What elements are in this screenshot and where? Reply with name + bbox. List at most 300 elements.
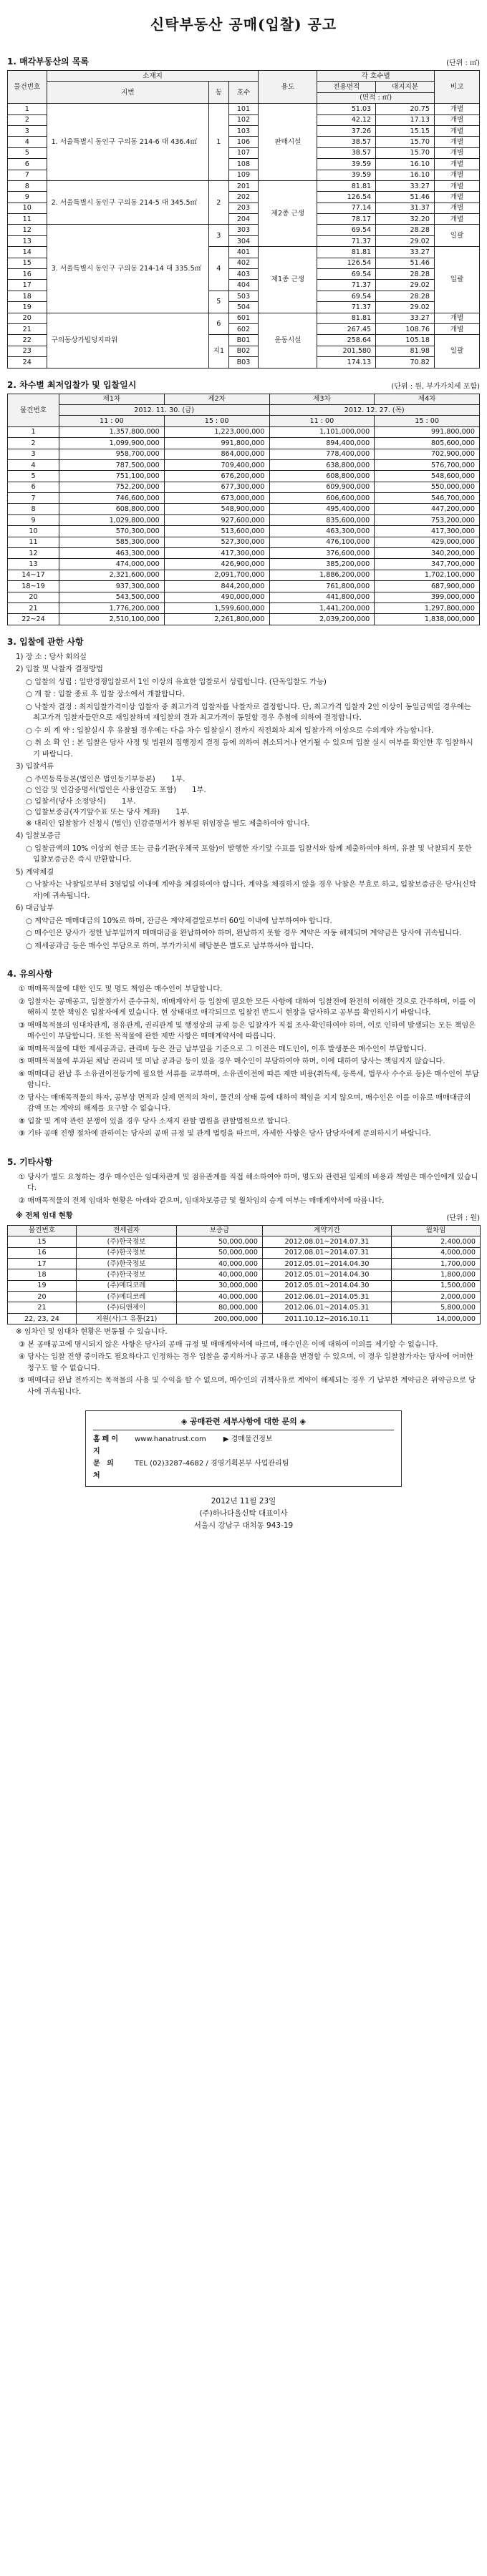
price-round-3: 835,600,000 — [269, 514, 375, 525]
property-no: 14 — [8, 247, 47, 258]
property-no: 8 — [8, 180, 47, 191]
notice-date: 2012년 11월 23일 — [211, 1497, 276, 1506]
property-ho: 202 — [228, 192, 259, 203]
property-land-share: 51.46 — [376, 258, 435, 268]
property-excl-area: 42.12 — [317, 114, 376, 125]
property-no: 11 — [8, 214, 47, 225]
property-land-share: 108.76 — [376, 323, 435, 334]
price-round-2: 417,300,000 — [164, 548, 269, 559]
property-use: 판매시설 — [259, 104, 317, 181]
property-ho: 103 — [228, 125, 259, 136]
caution-8: ⑧ 입찰 및 계약 관련 분쟁이 있을 경우 당사 소재지 관할 법원을 관할법원으로 합니다. — [19, 1117, 291, 1126]
price-no: 1 — [8, 426, 59, 437]
lease-deposit: 50,000,000 — [177, 1236, 263, 1247]
property-ho: 102 — [228, 114, 259, 125]
price-round-3: 463,300,000 — [269, 526, 375, 537]
lease-th-holder: 전세권자 — [77, 1225, 177, 1236]
lease-no: 22, 23, 24 — [8, 1313, 77, 1324]
property-excl-area: 71.37 — [317, 235, 376, 246]
lease-period: 2011.10.12~2016.10.11 — [263, 1313, 392, 1324]
price-row — [8, 548, 480, 559]
section-1-unit: (단위 : ㎡) — [446, 59, 480, 67]
price-round-1: 463,300,000 — [59, 548, 165, 559]
property-land-share: 51.46 — [376, 192, 435, 203]
price-no: 18~19 — [8, 581, 59, 592]
price-round-4: 805,600,000 — [375, 438, 480, 449]
property-note: 일괄 — [435, 335, 480, 368]
property-excl-area: 71.37 — [317, 280, 376, 291]
price-schedule-table — [7, 394, 480, 625]
property-dong: 4 — [209, 247, 228, 291]
price-round-2: 709,400,000 — [164, 459, 269, 470]
lease-period: 2012.08.01~2014.07.31 — [263, 1247, 392, 1258]
lease-row — [8, 1269, 481, 1280]
price-round-2: 673,000,000 — [164, 493, 269, 504]
property-no: 5 — [8, 147, 47, 158]
property-note: 일괄 — [435, 247, 480, 313]
price-row — [8, 526, 480, 537]
lease-holder: (주)티앤제이 — [77, 1302, 177, 1313]
property-note: 개별 — [435, 313, 480, 323]
price-round-3: 2,039,200,000 — [269, 614, 375, 625]
property-ho: 204 — [228, 214, 259, 225]
lease-period: 2012.05.01~2014.04.30 — [263, 1269, 392, 1280]
price-round-4: 447,200,000 — [375, 504, 480, 514]
other-3: ③ 본 공매공고에 명시되지 않은 사항은 당사의 공매 규정 및 매매계약서에 따르며, 매수인은 이에 대하여 이의를 제기할 수 없습니다. — [19, 1340, 438, 1349]
price-round-1: 608,800,000 — [59, 504, 165, 514]
deposit-text: ○ 입찰금액의 10% 이상의 현금 또는 금융기관(우체국 포함)이 발행한 자기앞 수표를 입찰서와 함께 제출하여야 하며, 유찰 및 낙찰되지 못한 입찰보증금은 즉시 반환합니다. — [26, 844, 472, 864]
price-row — [8, 426, 480, 437]
price-row — [8, 482, 480, 492]
property-note: 개별 — [435, 114, 480, 125]
price-round-1: 751,100,000 — [59, 471, 165, 482]
property-note: 개별 — [435, 147, 480, 158]
property-land-share: 15.70 — [376, 147, 435, 158]
price-round-1: 474,000,000 — [59, 559, 165, 570]
property-row — [8, 225, 480, 235]
caution-1: ① 매매목적물에 대한 인도 및 명도 책임은 매수인이 부담합니다. — [19, 985, 223, 994]
other-1: ① 당사가 별도 요청하는 경우 매수인은 임대차관계 및 점유관계를 직접 해소하여야 하며, 명도와 관련된 일체의 비용과 책임은 매수인에게 있습니다. — [19, 1173, 478, 1193]
property-land-share: 29.02 — [376, 280, 435, 291]
property-list-table — [7, 70, 480, 369]
property-land-share: 32.20 — [376, 214, 435, 225]
price-round-2: 677,300,000 — [164, 482, 269, 492]
inquiry-box — [85, 1410, 402, 1487]
price-round-2: 513,600,000 — [164, 526, 269, 537]
price-no: 14~17 — [8, 570, 59, 580]
price-round-3: 441,800,000 — [269, 592, 375, 602]
property-ho: B02 — [228, 346, 259, 356]
price-round-3: 894,400,000 — [269, 438, 375, 449]
property-note: 일괄 — [435, 225, 480, 247]
price-round-2: 991,800,000 — [164, 438, 269, 449]
bid-doc-2: ○ 인감 및 인감증명서(법인은 사용인감도 포함) — [26, 786, 177, 795]
property-land-share: 29.02 — [376, 302, 435, 313]
property-no: 13 — [8, 235, 47, 246]
price-round-3: 638,800,000 — [269, 459, 375, 470]
price-round-3: 778,400,000 — [269, 449, 375, 459]
lease-row — [8, 1292, 481, 1302]
property-ho: 504 — [228, 302, 259, 313]
price-row — [8, 449, 480, 459]
property-excl-area: 51.03 — [317, 104, 376, 114]
property-excl-area: 39.59 — [317, 159, 376, 170]
price-round-3: 1,441,200,000 — [269, 602, 375, 613]
company-address: 서울시 강남구 대치동 943-19 — [193, 1521, 294, 1531]
th-area-sub: (면적 : ㎡) — [317, 92, 435, 103]
price-round-2: 490,000,000 — [164, 592, 269, 602]
lease-rent: 2,000,000 — [392, 1292, 481, 1302]
price-no: 2 — [8, 438, 59, 449]
property-location: 구의동상가빌딩지파워 — [47, 313, 209, 368]
price-round-1: 570,300,000 — [59, 526, 165, 537]
lease-holder: (주)한국정보 — [77, 1247, 177, 1258]
price-round-1: 2,321,600,000 — [59, 570, 165, 580]
lease-period: 2012.05.01~2014.04.30 — [263, 1258, 392, 1269]
lease-deposit: 40,000,000 — [177, 1269, 263, 1280]
property-no: 7 — [8, 170, 47, 180]
property-land-share: 20.75 — [376, 104, 435, 114]
homepage-link[interactable]: www.hanatrust.com — [135, 1435, 206, 1444]
property-row — [8, 104, 480, 114]
property-no: 1 — [8, 104, 47, 114]
price-round-2: 864,000,000 — [164, 449, 269, 459]
property-excl-area: 258.64 — [317, 335, 376, 346]
bid-method-2: ○ 개 찰 : 입찰 종료 후 입찰 장소에서 개찰합니다. — [26, 691, 185, 699]
price-round-2: 2,261,800,000 — [164, 614, 269, 625]
lease-deposit: 40,000,000 — [177, 1292, 263, 1302]
price-row — [8, 493, 480, 504]
lease-no: 18 — [8, 1269, 77, 1280]
price-round-3: 385,200,000 — [269, 559, 375, 570]
price-round-1: 1,099,900,000 — [59, 438, 165, 449]
contract-title: 5) 계약체결 — [16, 868, 54, 877]
price-row — [8, 471, 480, 482]
lease-period: 2012.05.01~2014.04.30 — [263, 1280, 392, 1291]
bid-method-3: ○ 낙찰자 결정 : 최저입찰가격이상 입찰자 중 최고가격 입찰자를 낙찰자로 결정합니다. 단, 최고가격 입찰자 2인 이상이 동일금액일 경우에는 최고가격 입찰자들만으로 재입찰하며 재입찰의 결과 최고가격이 동일할 경우 추첨에 의하여 결정합니다. — [26, 703, 471, 723]
price-round-3: 606,600,000 — [269, 493, 375, 504]
property-excl-area: 78.17 — [317, 214, 376, 225]
price-round-4: 550,000,000 — [375, 482, 480, 492]
property-excl-area: 81.81 — [317, 313, 376, 323]
th2-time-4: 15 : 00 — [375, 416, 480, 426]
property-no: 4 — [8, 137, 47, 147]
th-loc-group: 소재지 — [47, 71, 259, 82]
price-round-2: 527,300,000 — [164, 537, 269, 547]
th-note: 비고 — [435, 71, 480, 104]
section-3-title: 3. 입찰에 관한 사항 — [7, 636, 84, 647]
price-round-1: 1,357,800,000 — [59, 426, 165, 437]
homepage-label: 홈페이지 — [93, 1435, 120, 1456]
price-round-4: 991,800,000 — [375, 426, 480, 437]
price-no: 10 — [8, 526, 59, 537]
bid-place: 1) 장 소 : 당사 회의실 — [16, 653, 87, 661]
price-no: 12 — [8, 548, 59, 559]
auction-info-link[interactable]: ▶ 경매물건정보 — [223, 1435, 273, 1444]
contract-text: ○ 낙찰자는 낙찰일로부터 3영업일 이내에 계약을 체결하여야 합니다. 계약을 체결하지 않을 경우 낙찰은 무효로 하고, 입찰보증금은 당사(신탁자)에 귀속됩니다. — [26, 881, 476, 900]
th2-date-1: 2012. 11. 30. (금) — [59, 404, 270, 415]
property-dong: 3 — [209, 225, 228, 247]
deposit-title: 4) 입찰보증금 — [16, 832, 61, 841]
th-excl: 전용면적 — [317, 82, 376, 92]
property-no: 17 — [8, 280, 47, 291]
th-land: 대지지분 — [376, 82, 435, 92]
closing-block — [7, 1496, 480, 1532]
price-no: 9 — [8, 514, 59, 525]
property-excl-area: 126.54 — [317, 192, 376, 203]
property-excl-area: 69.54 — [317, 291, 376, 301]
caution-4: ④ 매매목적물에 대한 제세공과금, 관리비 등은 잔금 납부일을 기준으로 그 이전은 매도인이, 이후 발생분은 매수인이 부담합니다. — [19, 1045, 427, 1053]
property-use: 제1종 근생 — [259, 247, 317, 313]
property-excl-area: 81.81 — [317, 180, 376, 191]
bid-doc-3: ○ 입찰서(당사 소정양식) — [26, 797, 106, 806]
property-no: 19 — [8, 302, 47, 313]
lease-row — [8, 1236, 481, 1247]
property-land-share: 70.82 — [376, 357, 435, 368]
bid-doc-note: ※ 대리인 입찰참가 신청시 (법인) 인감증명서가 첨부된 위임장을 별도 제출하여야 합니다. — [26, 819, 310, 828]
property-location: 3. 서울특별시 동인구 구의동 214-14 대 335.5㎡ — [47, 225, 209, 313]
property-land-share: 16.10 — [376, 159, 435, 170]
lease-row — [8, 1313, 481, 1324]
lease-period: 2012.06.01~2014.05.31 — [263, 1302, 392, 1313]
price-round-4: 399,000,000 — [375, 592, 480, 602]
price-no: 4 — [8, 459, 59, 470]
price-row — [8, 459, 480, 470]
lease-no: 20 — [8, 1292, 77, 1302]
lease-rent: 5,800,000 — [392, 1302, 481, 1313]
caution-7: ⑦ 당사는 매매목적물의 하자, 공부상 면적과 실제 면적의 차이, 물건의 상태 등에 대하여 책임을 지지 않으며, 매수인은 이를 이유로 매매대금의 감액 또는 계약의 해제를 요구할 수 없습니다. — [19, 1093, 471, 1113]
lease-table — [7, 1225, 481, 1325]
th-loc: 지번 — [47, 82, 209, 104]
th2-time-3: 11 : 00 — [269, 416, 375, 426]
property-use: 제2종 근생 — [259, 180, 317, 246]
property-ho: 201 — [228, 180, 259, 191]
property-land-share: 33.27 — [376, 247, 435, 258]
caution-list — [7, 984, 480, 1140]
lease-holder: (주)한국정보 — [77, 1236, 177, 1247]
price-round-1: 752,200,000 — [59, 482, 165, 492]
th2-r4: 제4차 — [375, 394, 480, 404]
property-land-share: 15.15 — [376, 125, 435, 136]
property-excl-area: 37.26 — [317, 125, 376, 136]
th2-r1: 제1차 — [59, 394, 165, 404]
property-excl-area: 38.57 — [317, 137, 376, 147]
price-row — [8, 438, 480, 449]
property-land-share: 31.37 — [376, 203, 435, 213]
lease-rent: 1,800,000 — [392, 1269, 481, 1280]
bid-doc-1-count: 1부. — [170, 775, 185, 784]
property-location: 2. 서울특별시 동인구 구의동 214-5 대 345.5㎡ — [47, 180, 209, 225]
price-no: 5 — [8, 471, 59, 482]
property-row — [8, 180, 480, 191]
bid-method-5: ○ 취 소 확 인 : 본 입찰은 당사 사정 및 법원의 집행정지 결정 등에 의하여 취소되거나 연기될 수 있으며 입찰 실시 여부를 확인한 후 입찰하시기 바랍니다. — [26, 739, 473, 758]
notice-page — [7, 0, 480, 1532]
property-dong: 2 — [209, 180, 228, 225]
price-round-4: 548,600,000 — [375, 471, 480, 482]
section-2-unit: (단위 : 원, 부가가치세 포함) — [391, 382, 480, 391]
caution-6: ⑥ 매매대금 완납 후 소유권이전등기에 필요한 서류를 교부하며, 소유권이전에 따른 제반 비용(취득세, 등록세, 법무사 수수료 등)은 매수인이 부담합니다. — [19, 1070, 479, 1090]
property-excl-area: 201,580 — [317, 346, 376, 356]
property-land-share: 15.70 — [376, 137, 435, 147]
property-land-share: 28.28 — [376, 291, 435, 301]
property-ho: B03 — [228, 357, 259, 368]
bid-doc-1: ○ 주민등록등본(법인은 법인등기부등본) — [26, 775, 155, 784]
property-ho: 106 — [228, 137, 259, 147]
th2-time-2: 15 : 00 — [164, 416, 269, 426]
price-round-2: 676,200,000 — [164, 471, 269, 482]
price-round-1: 937,300,000 — [59, 581, 165, 592]
property-note: 개별 — [435, 203, 480, 213]
price-round-2: 2,091,700,000 — [164, 570, 269, 580]
price-row — [8, 614, 480, 625]
price-round-4: 429,000,000 — [375, 537, 480, 547]
property-location: 1. 서울특별시 동인구 구의동 214-6 대 436.4㎡ — [47, 104, 209, 181]
property-note: 개별 — [435, 159, 480, 170]
property-no: 22 — [8, 335, 47, 346]
section-2-title: 2. 차수별 최저입찰가 및 입찰일시 — [7, 379, 137, 390]
property-no: 9 — [8, 192, 47, 203]
property-no: 10 — [8, 203, 47, 213]
lease-rent: 2,400,000 — [392, 1236, 481, 1247]
lease-period: 2012.08.01~2014.07.31 — [263, 1236, 392, 1247]
price-round-4: 546,700,000 — [375, 493, 480, 504]
property-note: 개별 — [435, 125, 480, 136]
price-no: 13 — [8, 559, 59, 570]
price-row — [8, 514, 480, 525]
price-round-1: 1,029,800,000 — [59, 514, 165, 525]
lease-rent: 4,000,000 — [392, 1247, 481, 1258]
lease-deposit: 50,000,000 — [177, 1247, 263, 1258]
property-ho: 601 — [228, 313, 259, 323]
company-name: (주)하나다올신탁 대표이사 — [199, 1509, 288, 1518]
lease-holder: (주)메디코레 — [77, 1292, 177, 1302]
property-land-share: 17.13 — [376, 114, 435, 125]
price-round-2: 426,900,000 — [164, 559, 269, 570]
property-ho: 101 — [228, 104, 259, 114]
property-excl-area: 69.54 — [317, 269, 376, 280]
price-round-3: 609,900,000 — [269, 482, 375, 492]
property-note: 개별 — [435, 170, 480, 180]
price-round-3: 376,600,000 — [269, 548, 375, 559]
price-no: 7 — [8, 493, 59, 504]
property-note: 개별 — [435, 137, 480, 147]
price-round-2: 1,223,000,000 — [164, 426, 269, 437]
section-5-title: 5. 기타사항 — [7, 1156, 53, 1167]
price-round-4: 1,297,800,000 — [375, 602, 480, 613]
property-excl-area: 81.81 — [317, 247, 376, 258]
lease-no: 16 — [8, 1247, 77, 1258]
price-round-1: 958,700,000 — [59, 449, 165, 459]
lease-row — [8, 1280, 481, 1291]
th2-no: 물건번호 — [8, 394, 59, 426]
bid-method-1: ○ 입찰의 성립 : 일반경쟁입찰로서 1인 이상의 유효한 입찰로서 성립합니다. (단독입찰도 가능) — [26, 678, 327, 686]
price-no: 21 — [8, 602, 59, 613]
property-land-share: 29.02 — [376, 235, 435, 246]
property-ho: 404 — [228, 280, 259, 291]
property-row — [8, 313, 480, 323]
property-land-share: 28.28 — [376, 225, 435, 235]
lease-deposit: 80,000,000 — [177, 1302, 263, 1313]
property-land-share: 33.27 — [376, 180, 435, 191]
property-excl-area: 174.13 — [317, 357, 376, 368]
bid-method-title: 2) 입찰 및 낙찰자 결정방법 — [16, 665, 103, 674]
lease-unit: (단위 : 원) — [446, 1214, 480, 1222]
th2-r2: 제2차 — [164, 394, 269, 404]
property-ho: 602 — [228, 323, 259, 334]
property-note: 개별 — [435, 192, 480, 203]
property-no: 24 — [8, 357, 47, 368]
price-round-2: 927,600,000 — [164, 514, 269, 525]
lease-deposit: 40,000,000 — [177, 1258, 263, 1269]
th-dong: 동 — [209, 82, 228, 104]
property-no: 16 — [8, 269, 47, 280]
contact-label: 문 의 처 — [93, 1460, 116, 1480]
lease-th-no: 물건번호 — [8, 1225, 77, 1236]
th-no: 물건번호 — [8, 71, 47, 104]
property-no: 23 — [8, 346, 47, 356]
property-no: 15 — [8, 258, 47, 268]
lease-no: 19 — [8, 1280, 77, 1291]
price-row — [8, 504, 480, 514]
price-round-1: 787,500,000 — [59, 459, 165, 470]
lease-row — [8, 1302, 481, 1313]
th-area-group: 각 호수별 — [317, 71, 435, 82]
other-more — [7, 1327, 480, 1397]
price-no: 6 — [8, 482, 59, 492]
property-no: 2 — [8, 114, 47, 125]
payment-3: ○ 제세공과금 등은 매수인 부담으로 하며, 부가가치세 해당분은 별도로 납부하셔야 합니다. — [26, 942, 314, 950]
th-use: 용도 — [259, 71, 317, 104]
property-ho: 203 — [228, 203, 259, 213]
price-round-2: 1,599,600,000 — [164, 602, 269, 613]
property-dong: 6 — [209, 313, 228, 335]
th2-r3: 제3차 — [269, 394, 375, 404]
th2-date-2: 2012. 12. 27. (목) — [269, 404, 480, 415]
payment-title: 6) 대금납부 — [16, 904, 54, 913]
bid-doc-2-count: 1부. — [192, 786, 206, 795]
property-excl-area: 38.57 — [317, 147, 376, 158]
property-ho: 108 — [228, 159, 259, 170]
property-ho: 303 — [228, 225, 259, 235]
price-round-2: 844,200,000 — [164, 581, 269, 592]
property-no: 12 — [8, 225, 47, 235]
lease-holder: (주)메디코레 — [77, 1280, 177, 1291]
property-ho: B01 — [228, 335, 259, 346]
property-land-share: 28.28 — [376, 269, 435, 280]
section-4-title: 4. 유의사항 — [7, 969, 53, 980]
lease-no: 15 — [8, 1236, 77, 1247]
price-round-4: 347,700,000 — [375, 559, 480, 570]
lease-holder: (주)한국정보 — [77, 1258, 177, 1269]
property-no: 21 — [8, 323, 47, 334]
property-note: 개별 — [435, 180, 480, 191]
property-dong: 1 — [209, 104, 228, 181]
caution-2: ② 입찰자는 공매공고, 입찰참가서 준수규칙, 매매계약서 등 입찰에 필요한 모든 사항에 대하여 입찰전에 완전히 이해한 것으로 간주하며, 이를 이해하지 못한 책임은 입찰자에게 있습니다. 현 상태대로 매각되므로 입찰전 반드시 현장을 답사하고 공부를 확인하시기 바랍니다. — [19, 997, 476, 1018]
price-round-1: 1,776,200,000 — [59, 602, 165, 613]
price-row — [8, 592, 480, 602]
property-note: 개별 — [435, 323, 480, 334]
price-row — [8, 537, 480, 547]
property-no: 20 — [8, 313, 47, 323]
property-no: 18 — [8, 291, 47, 301]
property-no: 3 — [8, 125, 47, 136]
price-no: 20 — [8, 592, 59, 602]
property-ho: 109 — [228, 170, 259, 180]
homepage-row — [93, 1433, 394, 1458]
property-land-share: 81.98 — [376, 346, 435, 356]
lease-row — [8, 1247, 481, 1258]
price-row — [8, 602, 480, 613]
